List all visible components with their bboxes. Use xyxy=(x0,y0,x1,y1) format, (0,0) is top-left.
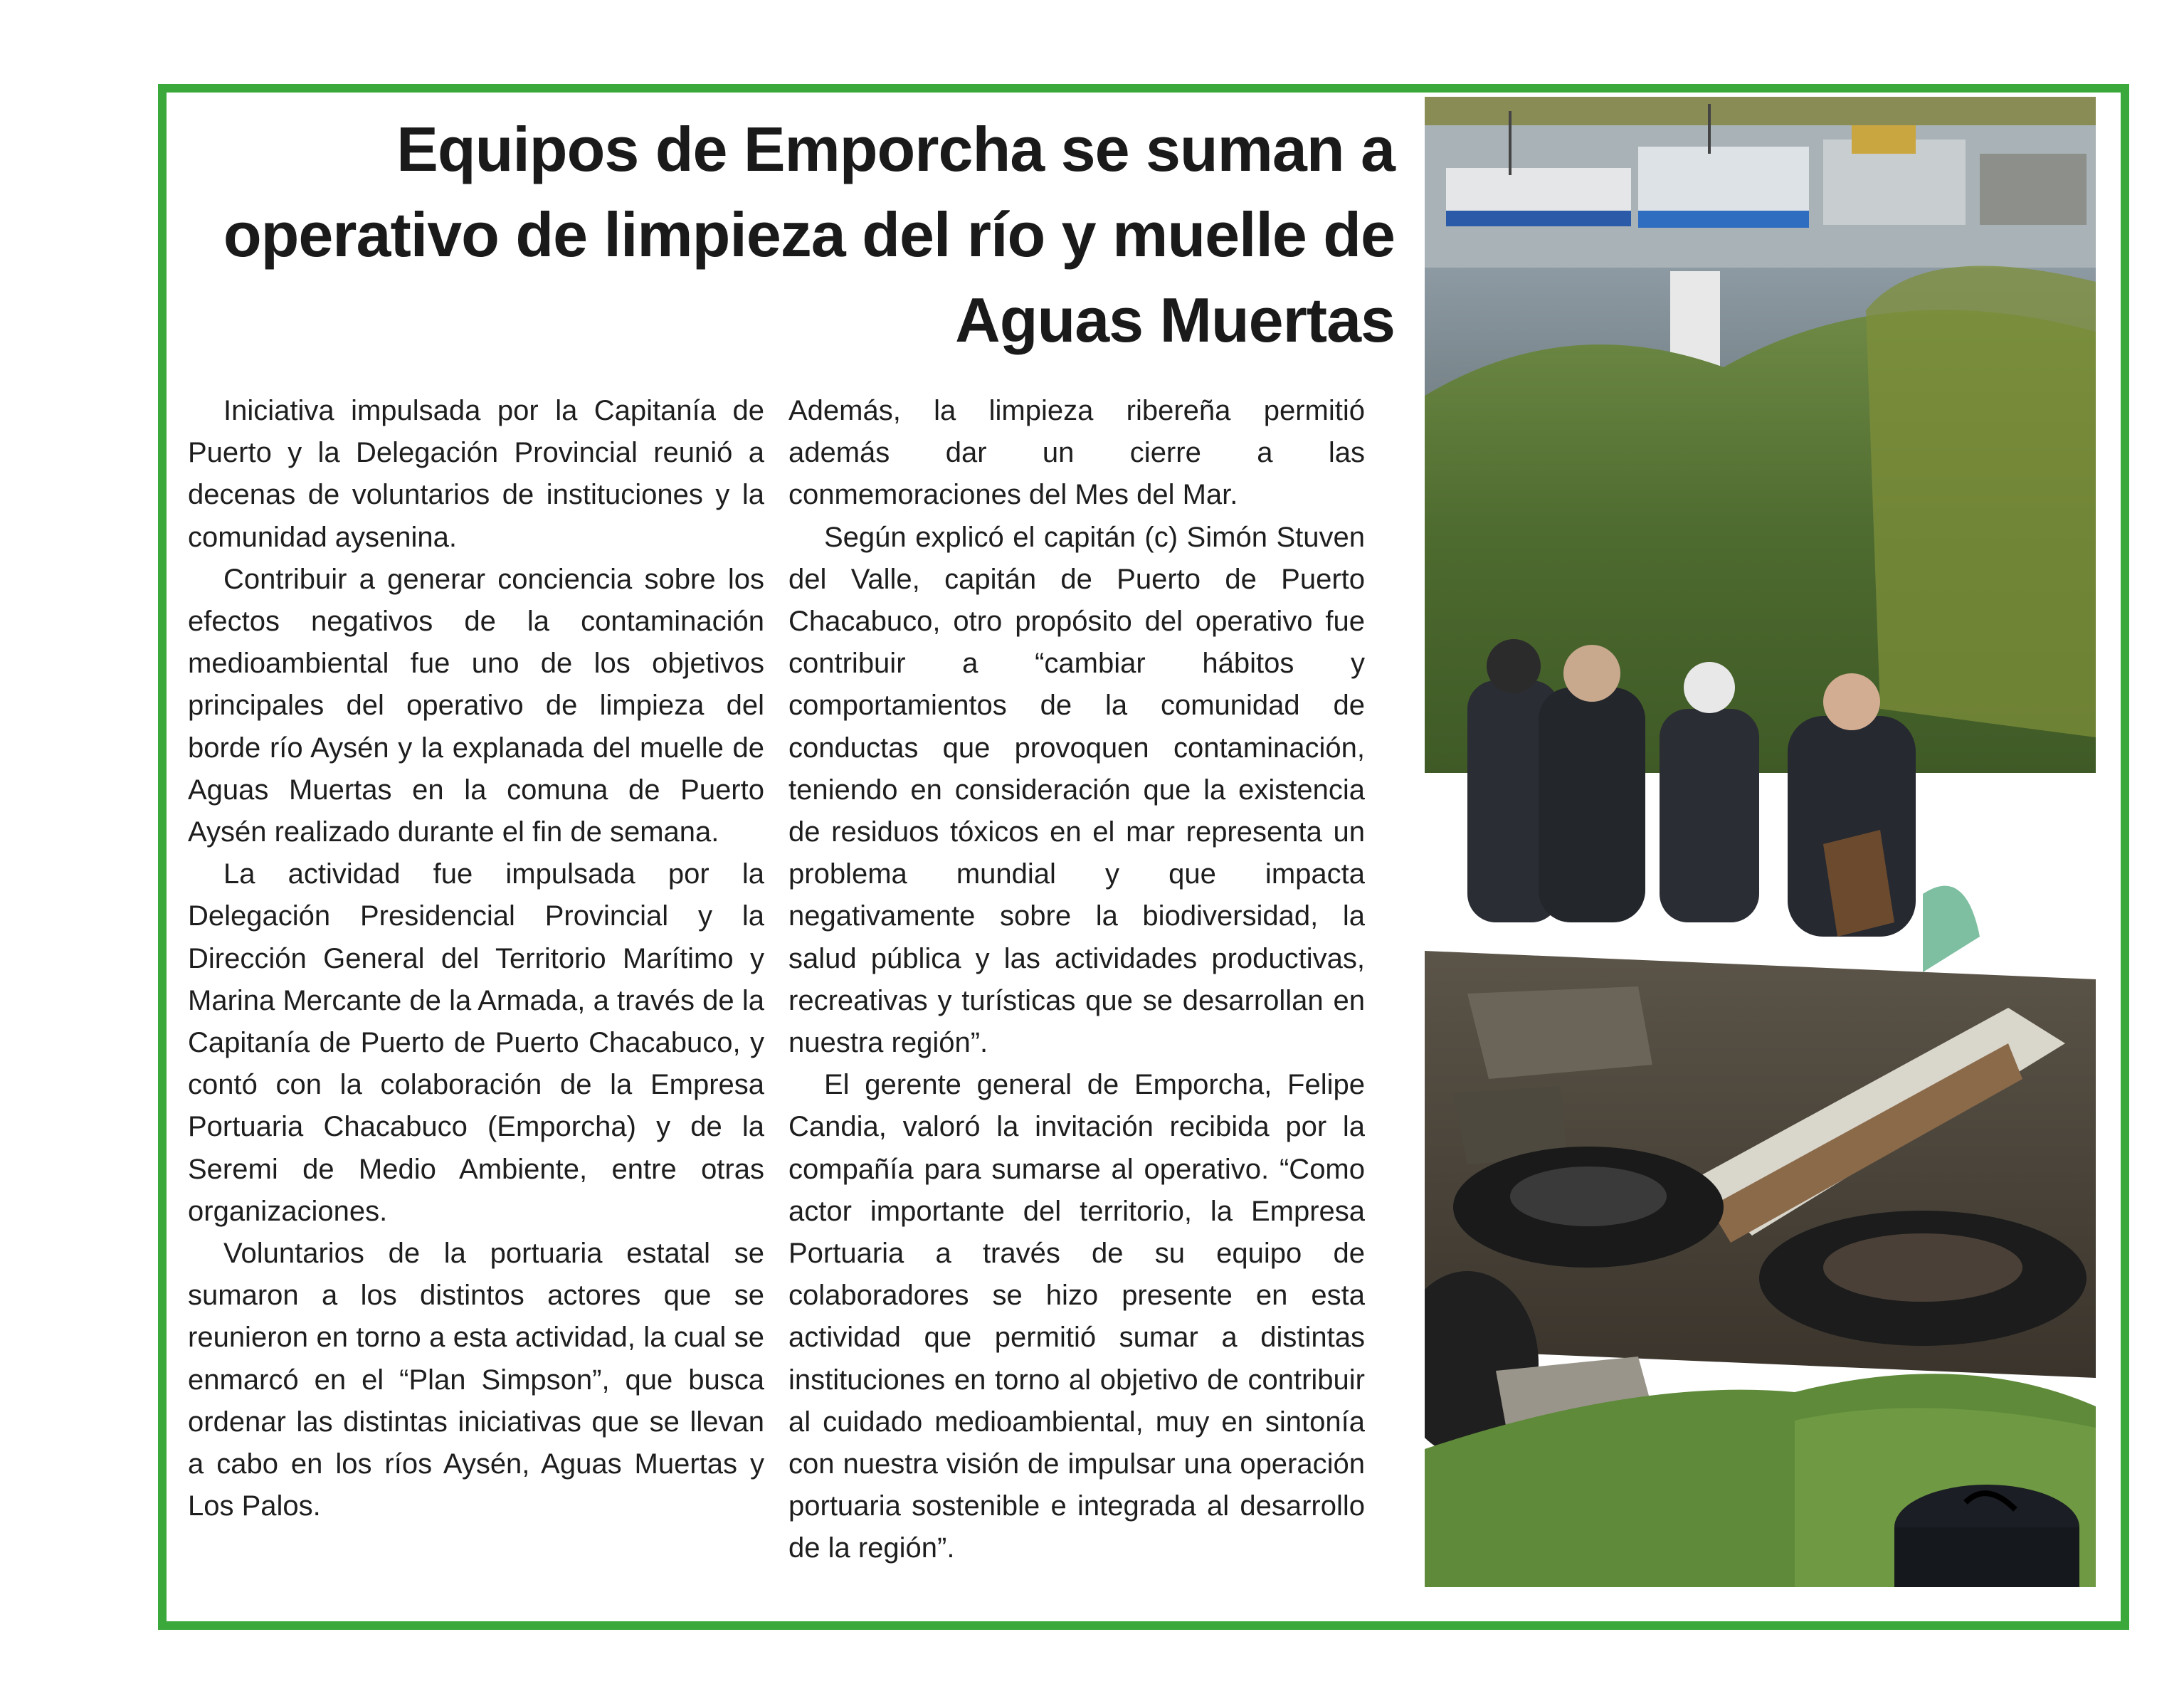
paragraph: Voluntarios de la portuaria estatal se sumaron a los distintos actores que se reunieron en torno a esta actividad, la cual se enmarcó en el “Plan Simpson”, que busca ordenar las distintas iniciativas que se llevan a cabo en los ríos Aysén, Aguas Muertas y Los Palos. xyxy=(188,1238,764,1522)
article-title: Equipos de Emporcha se suman a operativo de limpieza del río y muelle de Aguas Muertas xyxy=(223,114,1395,355)
paragraph: Iniciativa impulsada por la Capitanía de Puerto y la Delegación Provincial reunió a decenas de voluntarios de instituciones y la comunidad aysenina. xyxy=(188,395,764,553)
article-column-2 xyxy=(788,390,1365,1570)
paragraph: Además, la limpieza ribereña permitió además dar un cierre a las conmemoraciones del Mes del Mar. xyxy=(788,395,1365,511)
paragraph: El gerente general de Emporcha, Felipe Candia, valoró la invitación recibida por la compañía para sumarse al operativo. “Como actor importante del territorio, la Empresa Portuaria a través de su equipo de colaboradores se hizo presente en esta actividad que permitió sumar a distintas instituciones en torno al objetivo de contribuir al cuidado medioambiental, muy en sintonía con nuestra visión de impulsar una operación portuaria sostenible e integrada al desarrollo de la región”. xyxy=(788,1069,1365,1564)
paragraph: Contribuir a generar conciencia sobre los efectos negativos de la contaminación medioambiental fue uno de los objetivos principales del operativo de limpieza del borde río Aysén y la explanada del muelle de Aguas Muertas en la comuna de Puerto Aysén realizado durante el fin de semana. xyxy=(188,563,764,848)
cleanup-photo-illustration xyxy=(1425,97,2096,1587)
paragraph: La actividad fue impulsada por la Delegación Presidencial Provincial y la Dirección General del Territorio Marítimo y Marina Mercante de la Armada, a través de la Capitanía de Puerto de Puerto Chacabuco, y contó con la colaboración de la Empresa Portuaria Chacabuco (Emporcha) y de la Seremi de Medio Ambiente, entre otras organizaciones. xyxy=(188,858,764,1227)
article-column-1 xyxy=(188,390,764,1527)
paragraph: Según explicó el capitán (c) Simón Stuven del Valle, capitán de Puerto de Puerto Chacabuco, otro propósito del operativo fue contribuir a “cambiar hábitos y comportamientos de la comunidad de conductas que provoquen contaminación, teniendo en consideración que la existencia de residuos tóxicos en el mar representa un problema mundial y que impacta negativamente sobre la biodiversidad, la salud pública y las actividades productivas, recreativas y turísticas que se desarrollan en nuestra región”. xyxy=(788,521,1365,1059)
cleanup-photo xyxy=(1425,97,2096,1587)
